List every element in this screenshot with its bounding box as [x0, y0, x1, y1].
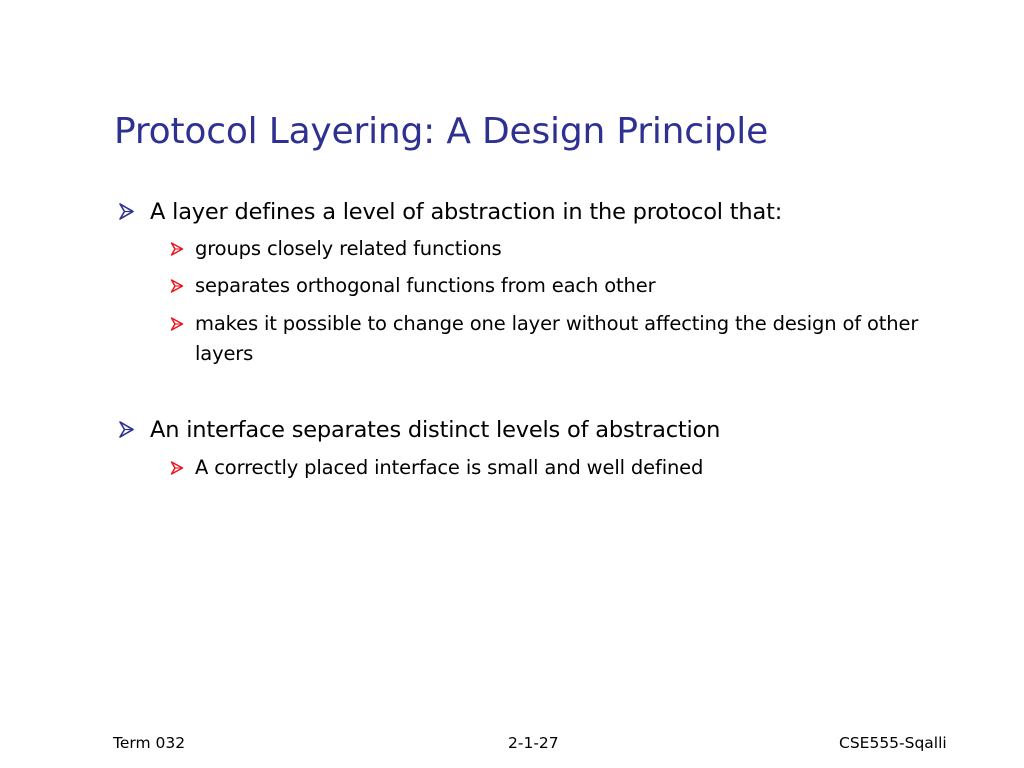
bullet-text: A layer defines a level of abstraction in the protocol that:	[150, 199, 783, 225]
slide-title: Protocol Layering: A Design Principle	[114, 111, 769, 152]
sub-bullet-item	[167, 309, 965, 369]
arrowhead-bullet-icon	[114, 414, 150, 446]
bullet-text: An interface separates distinct levels of abstraction	[150, 417, 721, 443]
sub-bullet-item	[167, 234, 502, 264]
bullet-item	[114, 414, 720, 446]
sub-bullet-item	[167, 453, 703, 483]
sub-bullet-item	[167, 271, 655, 301]
sub-bullet-text: separates orthogonal functions from each other	[195, 274, 656, 297]
sub-bullet-text: groups closely related functions	[195, 237, 502, 260]
footer-slide-number: 2-1-27	[508, 734, 559, 752]
sub-bullet-text: makes it possible to change one layer without affecting the design of other layers	[195, 312, 919, 365]
arrowhead-bullet-icon	[167, 309, 195, 339]
footer-term: Term 032	[113, 734, 186, 752]
footer-course: CSE555-Sqalli	[839, 734, 947, 752]
arrowhead-bullet-icon	[167, 453, 195, 483]
sub-bullet-text: A correctly placed interface is small and well defined	[195, 456, 704, 479]
arrowhead-bullet-icon	[114, 196, 150, 228]
bullet-item	[114, 196, 782, 228]
arrowhead-bullet-icon	[167, 271, 195, 301]
arrowhead-bullet-icon	[167, 234, 195, 264]
